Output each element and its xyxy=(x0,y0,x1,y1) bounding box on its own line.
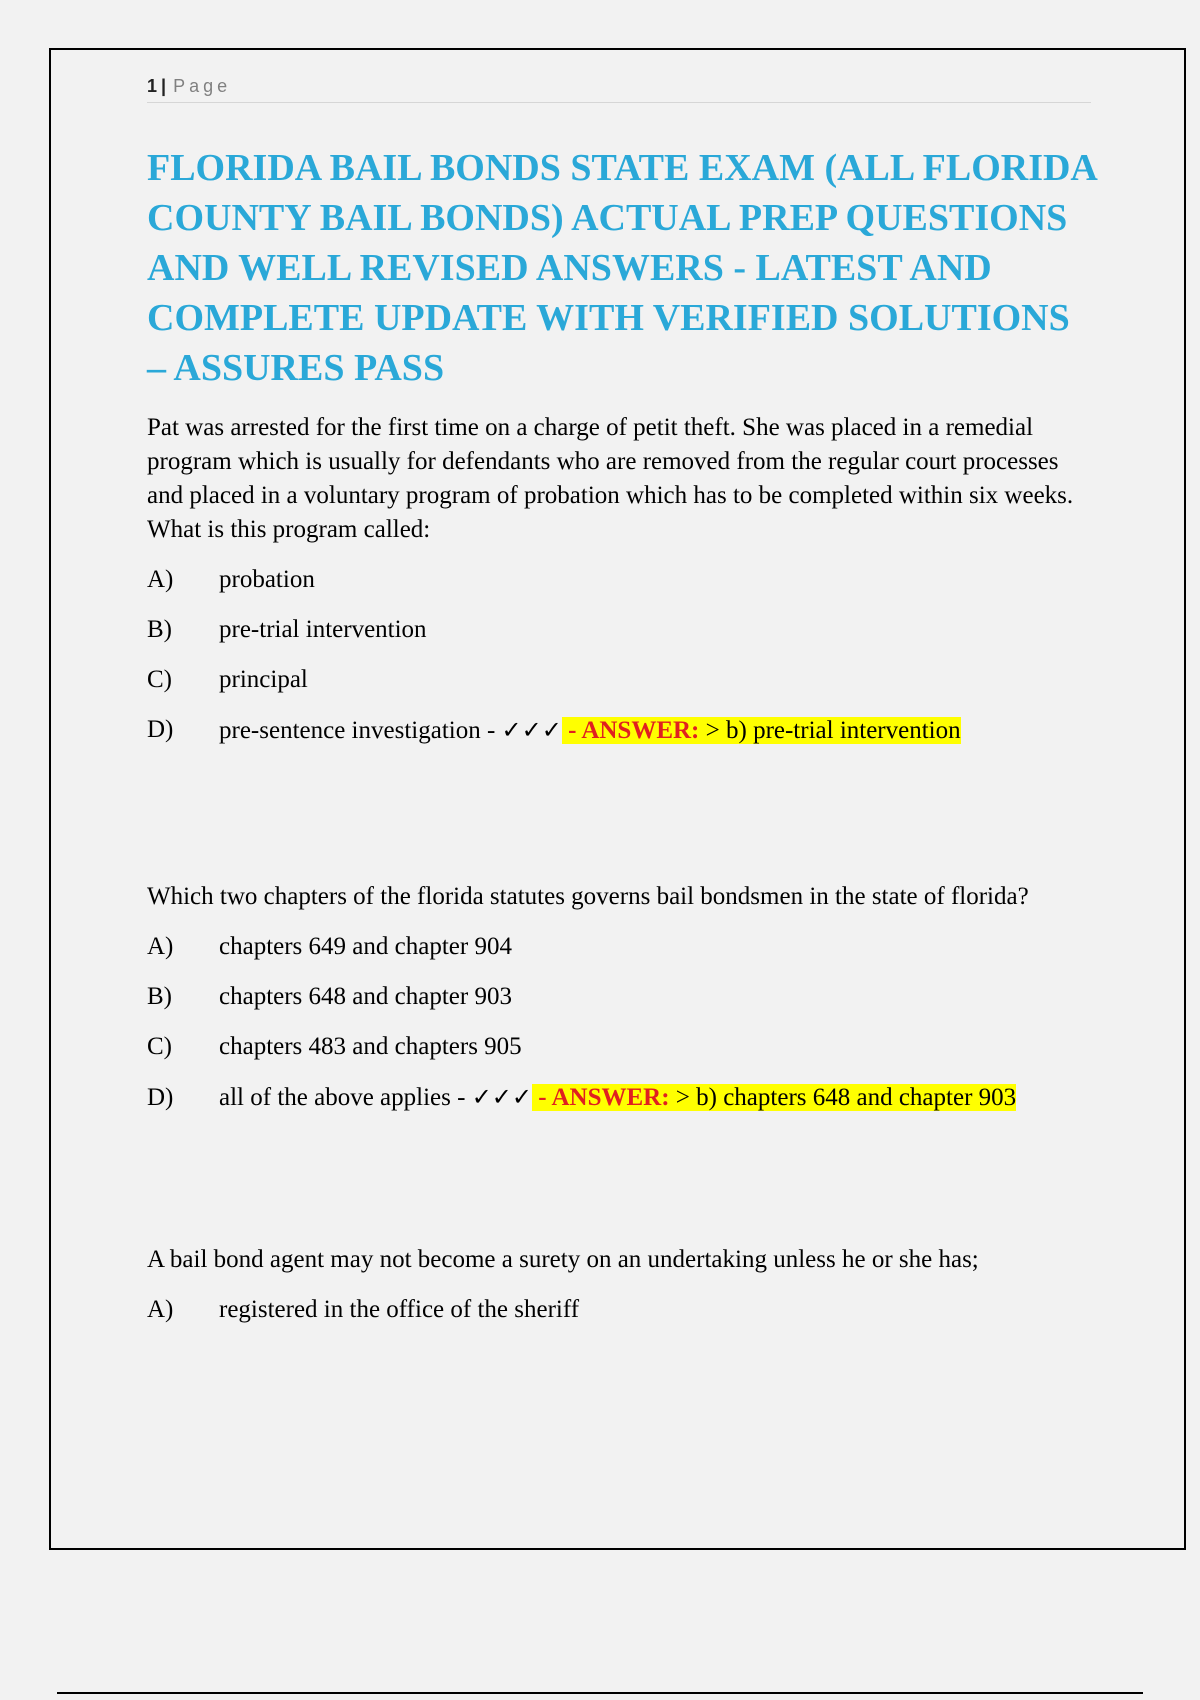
question-1-options xyxy=(147,563,1097,748)
answer-text: > b) pre-trial intervention xyxy=(705,717,961,744)
option-c xyxy=(147,1030,1097,1064)
footer-rule xyxy=(57,1692,1143,1694)
option-d xyxy=(147,713,1097,748)
option-letter: C) xyxy=(147,1033,172,1060)
checkmarks-icon: ✓✓✓ xyxy=(471,1083,533,1111)
option-text: registered in the office of the sheriff xyxy=(219,1296,580,1323)
answer-highlight xyxy=(532,1084,1016,1111)
page-content xyxy=(147,70,1097,1343)
option-a xyxy=(147,563,1097,597)
option-letter: B) xyxy=(147,616,172,643)
question-3-options xyxy=(147,1293,1097,1327)
answer-highlight xyxy=(562,717,961,744)
option-text: principal xyxy=(219,666,308,693)
option-letter: D) xyxy=(147,716,174,743)
question-1-text: Pat was arrested for the first time on a charge of petit theft. She was placed in a remedial program which is usually for defendants who are removed from the regular court processes and placed in a voluntary program of probation which has to be completed within six weeks. What is this program called: xyxy=(147,414,1074,543)
option-a xyxy=(147,930,1097,964)
answer-label: - ANSWER: xyxy=(532,1084,676,1111)
option-letter: C) xyxy=(147,666,172,693)
option-text: chapters 483 and chapters 905 xyxy=(219,1033,522,1060)
option-text: chapters 649 and chapter 904 xyxy=(219,933,512,960)
option-a xyxy=(147,1293,1097,1327)
option-d xyxy=(147,1080,1097,1115)
option-letter: B) xyxy=(147,983,172,1010)
option-letter: D) xyxy=(147,1084,174,1111)
page-word: Page xyxy=(173,76,232,96)
option-text: pre-sentence investigation - xyxy=(219,717,502,744)
option-text: chapters 648 and chapter 903 xyxy=(219,983,512,1010)
option-letter: A) xyxy=(147,566,174,593)
page-header xyxy=(147,70,1091,103)
question-2-text: Which two chapters of the florida statutes governs bail bondsmen in the state of florida? xyxy=(147,883,1029,910)
answer-text: > b) chapters 648 and chapter 903 xyxy=(675,1084,1017,1111)
checkmarks-icon: ✓✓✓ xyxy=(501,716,562,744)
option-c xyxy=(147,663,1097,697)
option-text: probation xyxy=(219,566,315,593)
question-3-text: A bail bond agent may not become a surety on an undertaking unless he or she has; xyxy=(147,1246,979,1273)
option-b xyxy=(147,980,1097,1014)
question-2-options xyxy=(147,930,1097,1115)
page-header-separator: | xyxy=(161,76,167,96)
option-letter: A) xyxy=(147,1296,174,1323)
option-b xyxy=(147,613,1097,647)
document-title: FLORIDA BAIL BONDS STATE EXAM (ALL FLORIDA COUNTY BAIL BONDS) ACTUAL PREP QUESTIONS AND WELL REVISED ANSWERS - LATEST AND COMPLETE UPDATE WITH VERIFIED SOLUTIONS – ASSURES PASS xyxy=(147,147,1096,389)
option-text: all of the above applies - xyxy=(219,1084,472,1111)
option-text: pre-trial intervention xyxy=(219,616,427,643)
answer-label: - ANSWER: xyxy=(561,717,706,744)
page-frame xyxy=(49,48,1186,1550)
option-letter: A) xyxy=(147,933,174,960)
page-number: 1 xyxy=(147,76,158,96)
